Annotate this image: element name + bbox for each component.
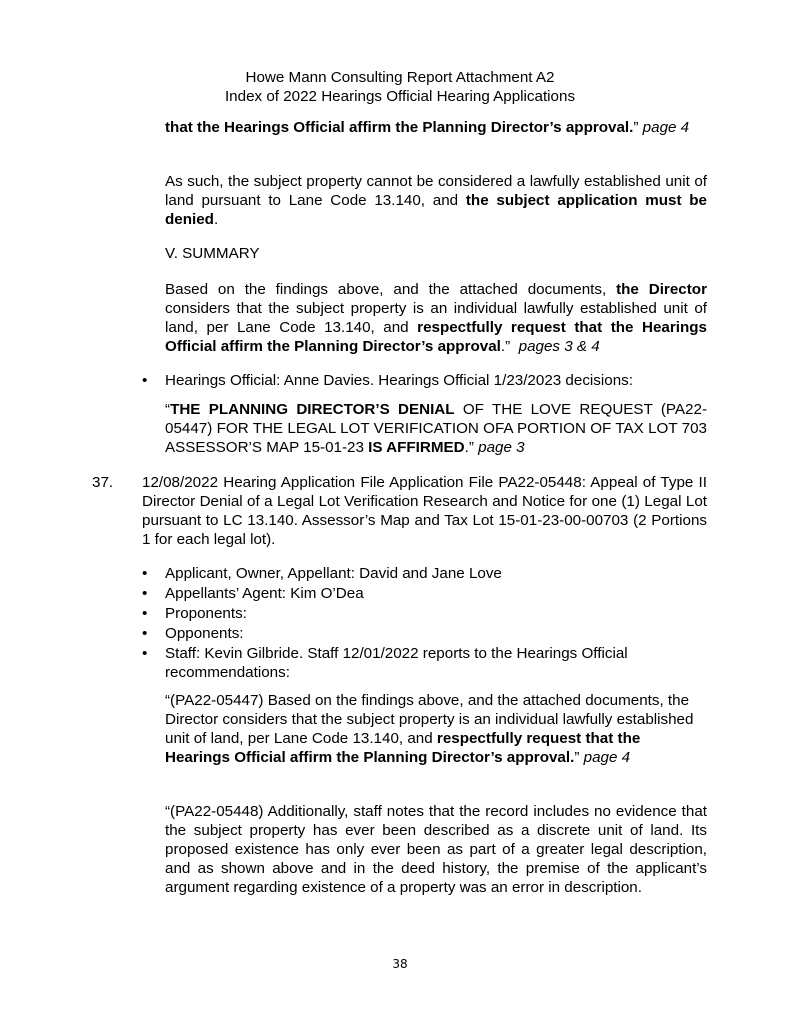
summary-t2: considers that the subject property is an individual lawfully established unit of land, per Lane Code 13.140, and: [165, 300, 707, 336]
denial-b1: THE PLANNING DIRECTOR’S DENIAL: [170, 401, 455, 418]
bullet-proponents: Proponents:: [165, 605, 247, 622]
item-37-description: 12/08/2022 Hearing Application File Application File PA22-05448: Appeal of Type II Director Denial of a Legal Lot Verification Research and Notice for one (1) Legal Lot pursuant to LC 13.140. Assessor’s Map and Tax Lot 15-01-23-00-00703 (2 Portions 1 for each legal lot).: [142, 474, 707, 548]
bullet-dot: •: [142, 372, 148, 389]
quote-denial-affirmed: [165, 400, 707, 457]
summary-page-ref: pages 3 & 4: [518, 338, 600, 355]
q05447-b1: respectfully request that the Hearings Official affirm the Planning Director’s approval.: [165, 730, 641, 766]
denial-page-ref: page 3: [478, 439, 525, 456]
denial-t1: OF THE LOVE REQUEST (PA22-05447) FOR THE LEGAL LOT VERIFICATION OFA PORTION OF TAX LOT 703 ASSESSOR’S MAP 15-01-23: [165, 401, 707, 456]
report-subtitle: Index of 2022 Hearings Official Hearing Applications: [224, 88, 576, 105]
bullet-agent: Appellants’ Agent: Kim O’Dea: [165, 585, 364, 602]
bullet-dot: •: [142, 645, 148, 662]
bullet-dot: •: [142, 605, 148, 622]
item-number: 37.: [92, 474, 114, 491]
report-title: Howe Mann Consulting Report Attachment A2: [245, 69, 555, 86]
page-number: 38: [392, 957, 408, 971]
bullet-applicant: Applicant, Owner, Appellant: David and Jane Love: [165, 565, 502, 582]
top-quote-bold: that the Hearings Official affirm the Planning Director’s approval.: [165, 119, 634, 136]
cannot-text: As such, the subject property cannot be considered a lawfully established unit of land pursuant to Lane Code 13.140, and: [165, 173, 707, 209]
q05447-t1: “(PA22-05447) Based on the findings above, and the attached documents, the Director considers that the subject property is an individual lawfully established unit of land, per Lane Code 13.140, and: [165, 692, 694, 747]
bullet-hearings-official: Hearings Official: Anne Davies. Hearings Official 1/23/2023 decisions:: [165, 372, 633, 389]
summary-t1: Based on the findings above, and the attached documents,: [165, 281, 617, 298]
paragraph-summary: [165, 280, 707, 356]
quote-pa22-05448: “(PA22-05448) Additionally, staff notes that the record includes no evidence that the subject property has ever been described as a discrete unit of land. Its proposed existence has only ever been as part of a greater legal description, and as shown above and in the deed history, the premise of the applicant’s argument regarding existence of a property was an error in description.: [165, 803, 707, 896]
cannot-bold: the subject application must be denied: [165, 192, 707, 228]
bullet-dot: •: [142, 565, 148, 582]
summary-b2: respectfully request that the Hearings Official affirm the Planning Director’s approval: [165, 319, 707, 355]
summary-t3: .”: [500, 338, 511, 355]
summary-heading: V. SUMMARY: [165, 245, 260, 262]
top-quote-page-ref: page 4: [642, 119, 690, 136]
top-quote-close: ”: [633, 119, 639, 136]
denial-b2: IS AFFIRMED: [368, 439, 465, 456]
denial-open: “: [165, 401, 171, 418]
bullet-opponents: Opponents:: [165, 625, 244, 642]
q05447-t2: ”: [574, 749, 580, 766]
q05447-page-ref: page 4: [583, 749, 631, 766]
top-quote: [165, 118, 707, 137]
bullet-staff: Staff: Kevin Gilbride. Staff 12/01/2022 reports to the Hearings Official recommendations:: [165, 645, 628, 681]
cannot-end: .: [213, 211, 219, 228]
denial-t2: .”: [464, 439, 474, 456]
summary-b1: the Director: [616, 281, 707, 298]
paragraph-cannot-be-considered: [165, 172, 707, 229]
bullet-dot: •: [142, 585, 148, 602]
bullet-dot: •: [142, 625, 148, 642]
quote-pa22-05447: [165, 691, 700, 767]
